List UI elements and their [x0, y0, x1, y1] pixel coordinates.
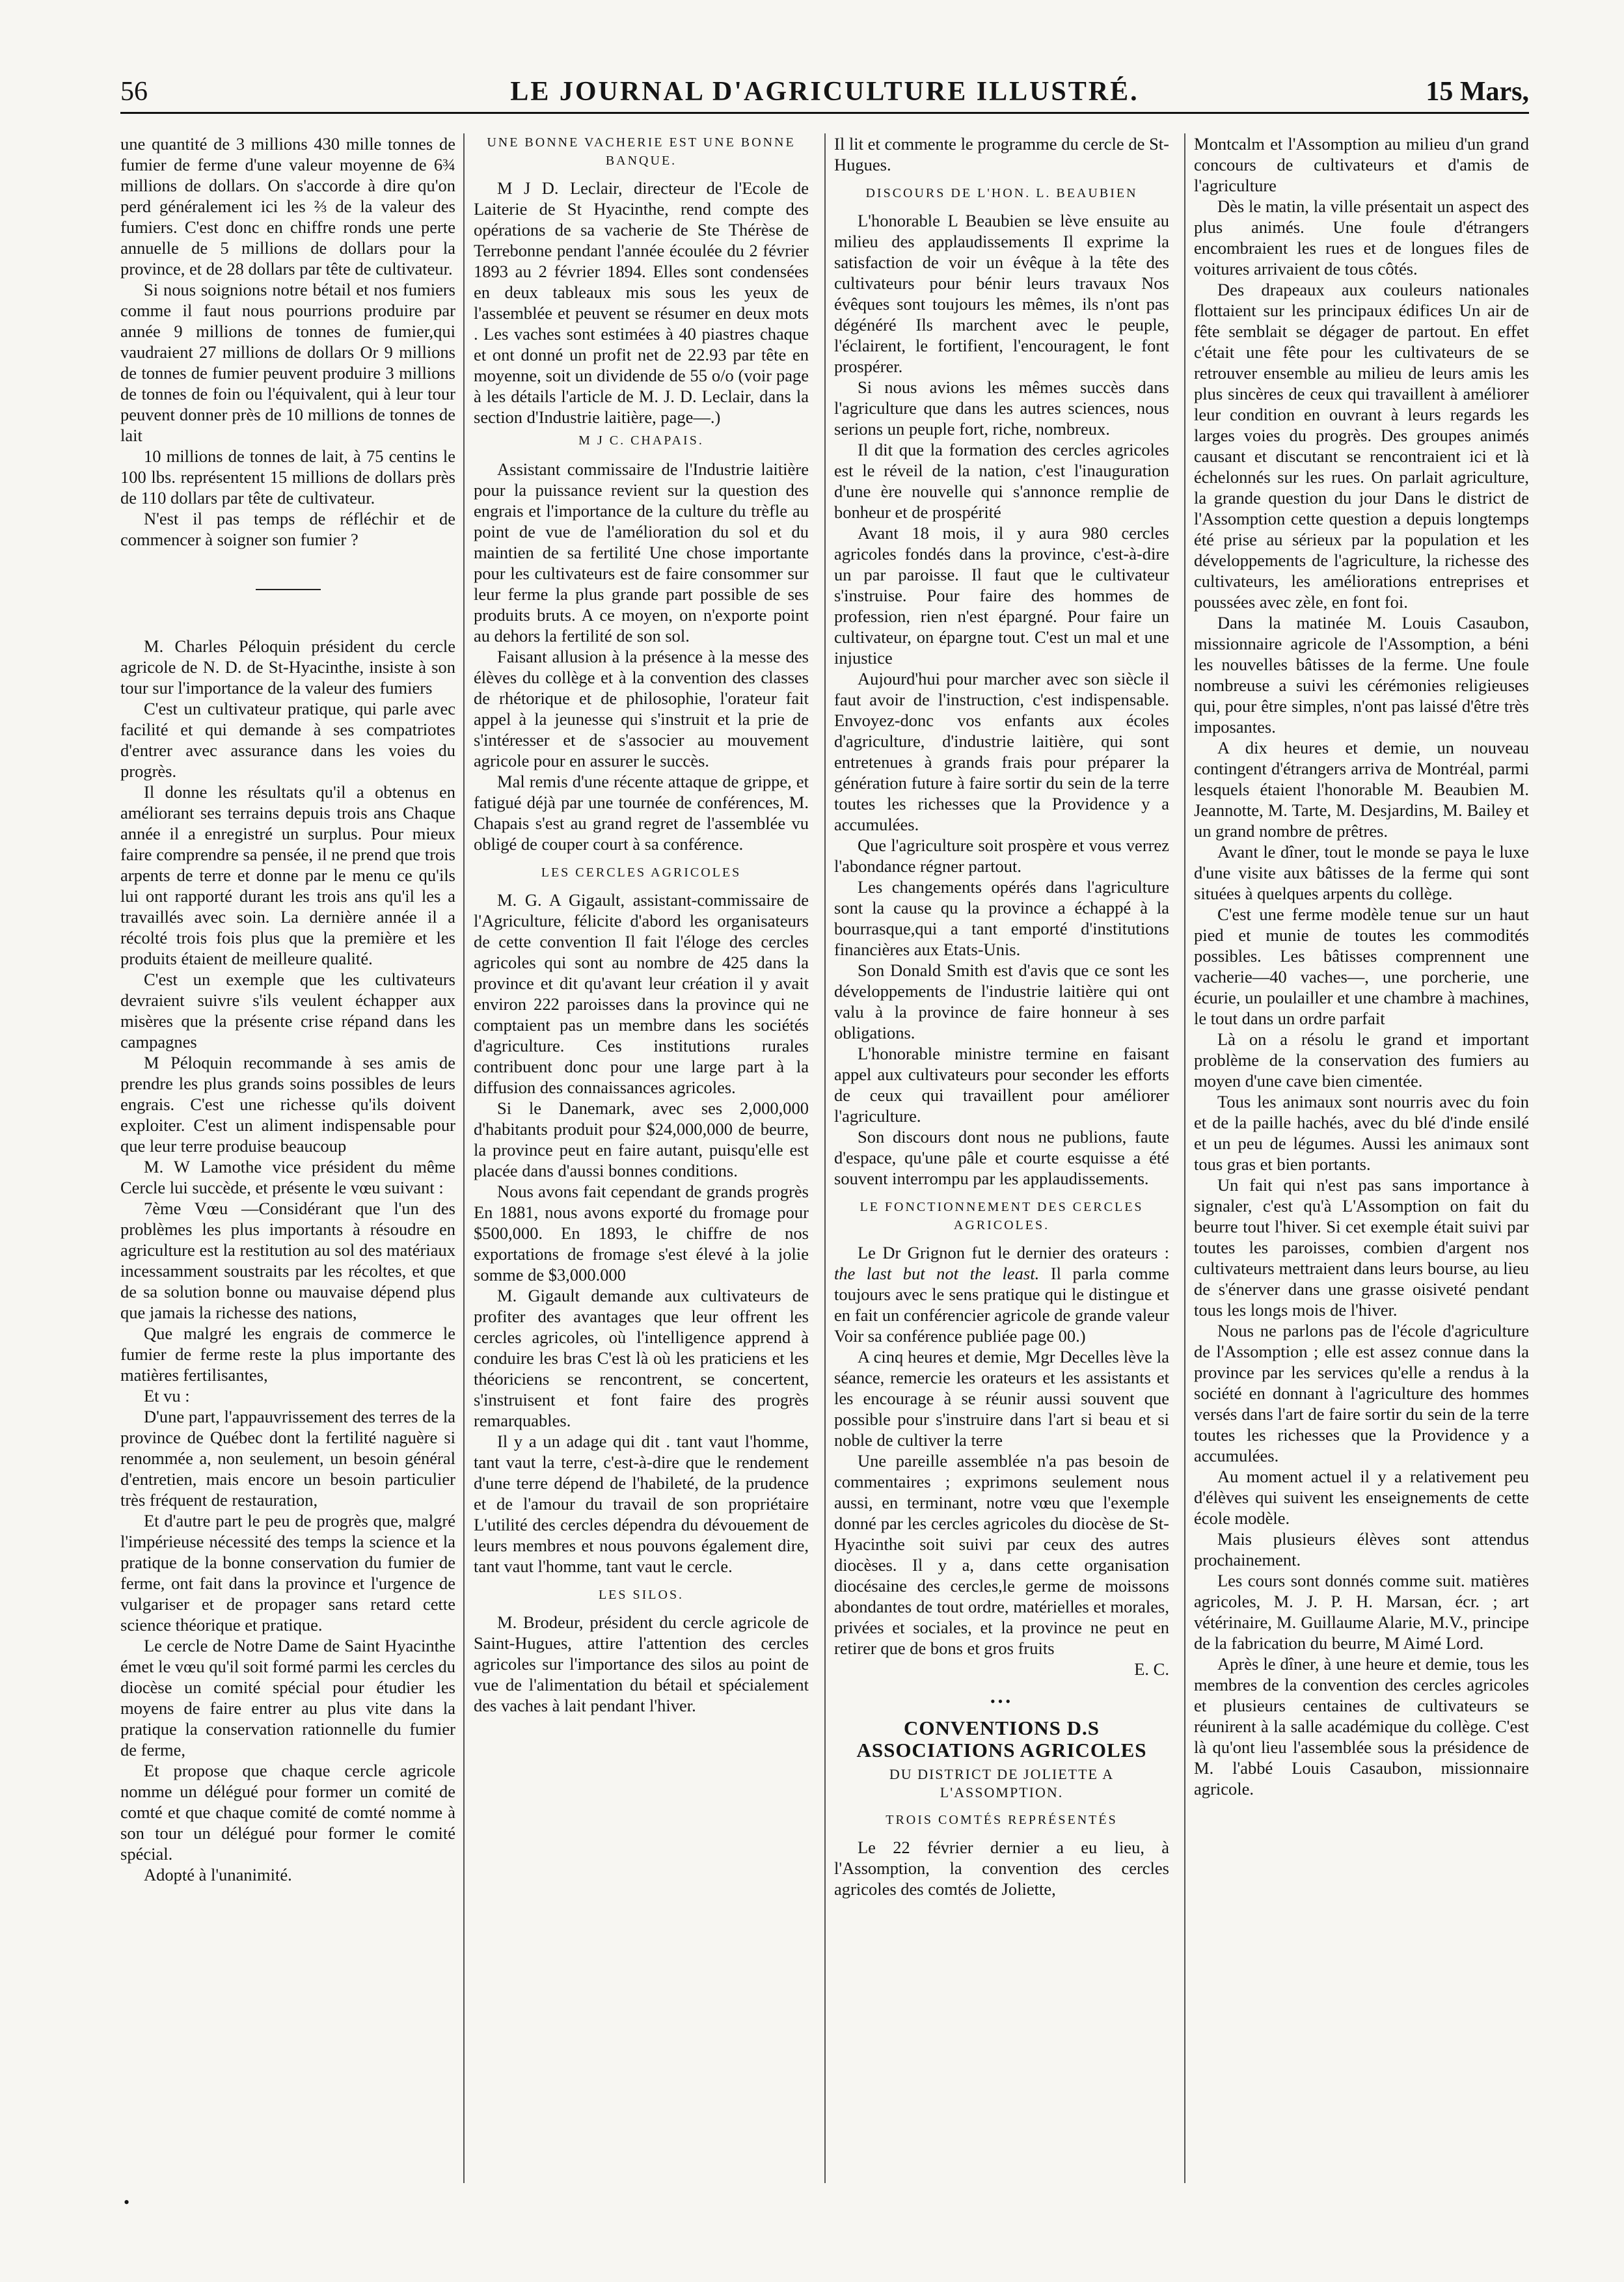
- text-span: Le Dr Grignon fut le dernier des orateurs :: [858, 1243, 1169, 1262]
- masthead: [120, 73, 1529, 114]
- paragraph: Une pareille assemblée n'a pas besoin de commentaires ; exprimons seulement nous aussi, en terminant, notre vœu que l'exemple donné par les cercles agricoles du diocèse de St-Hyacinthe soit suivi par ceux des autres diocèses. Il y a, dans cette organisation diocésaine des cercles,le germe de moissons abondantes de tout ordre, matérielles et morales, privées et sociales, et la province ne peut en retirer que de bons et gros fruits: [834, 1451, 1169, 1658]
- paragraph: 7ème Vœu —Considérant que l'un des problèmes les plus importants à résoudre en agriculture est la restitution au sol des matériaux incessamment soustraits par les récoltes, et que de sa solution bonne ou mauvaise dépend plus que jamais la richesse des nations,: [120, 1199, 455, 1322]
- paragraph: Des drapeaux aux couleurs nationales flottaient sur les principaux édifices Un air de fête semblait se dégager de partout. En effet c'était une fête pour les cultivateurs de se retrouver ensemble au milieu de leurs amis les plus sincères de ceux qui travaillent à améliorer leur condition en ouvrant à leurs regards les larges voies du progrès. Des groupes animés causant et discutant se rencontraient ici et là échelonnés sur les rues. On parlait agriculture, la grande question du jour Dans le district de l'Assomption cette question a depuis longtemps été prise au sérieux par la population et les développements de l'agriculture, la richesse des cultivateurs, les améliorations entreprises et poussées avec zèle, en font foi.: [1194, 280, 1529, 612]
- paragraph: Il lit et commente le programme du cercle de St-Hugues.: [834, 134, 1169, 174]
- paragraph: M J D. Leclair, directeur de l'Ecole de Laiterie de St Hyacinthe, rend compte des opérations de sa vacherie de Ste Thérèse de Terrebonne pendant l'année écoulée du 2 février 1893 au 2 février 1894. Elles sont condensées en deux tableaux mis sous les yeux de l'assemblée et peuvent se résumer en deux mots . Les vaches sont estimées à 40 piastres chaque et ont donné un profit net de 22.93 par tête en moyenne, soit un dividende de 55 o/o (voir page à les détails l'article de M. J. D. Leclair, dans la section d'Industrie laitière, page—.): [474, 178, 809, 427]
- paragraph: A dix heures et demie, un nouveau contingent d'étrangers arriva de Montréal, parmi lesquels étaient l'honorable M. Beaubien M. Jeannotte, M. Tarte, M. Desjardins, M. Bailey et un grand nombre de prêtres.: [1194, 738, 1529, 841]
- paragraph: Les changements opérés dans l'agriculture sont la cause qu la province a échappé à la bourrasque,qui a tant emporté d'institutions financières aux Etats-Unis.: [834, 877, 1169, 959]
- page-number: 56: [120, 77, 148, 107]
- paragraph: Si nous avions les mêmes succès dans l'agriculture que dans les autres sciences, nous serions un peuple fort, riche, nombreux.: [834, 377, 1169, 439]
- section-heading: UNE BONNE VACHERIE EST UNE BONNE BANQUE.: [487, 135, 796, 168]
- author-initials: E. C.: [1134, 1659, 1169, 1679]
- paragraph: C'est un exemple que les cultivateurs devraient suivre s'ils veulent échapper aux misères que la présente crise répand dans les campagnes: [120, 970, 455, 1052]
- paragraph: Son discours dont nous ne publions, faute d'espace, qu'une pâle et courte esquisse a été souvent interrompu par les applaudissements.: [834, 1127, 1169, 1188]
- paragraph: M. Gigault demande aux cultivateurs de profiter des avantages que leur offrent les cercles agricoles, où l'intelligence apprend à conduire les bras C'est là où les praticiens et les théoriciens se rencontrent, se concertent, s'instruisent et font faire des progrès remarquables.: [474, 1286, 809, 1430]
- paragraph: Et vu :: [144, 1386, 190, 1406]
- paragraph: Que l'agriculture soit prospère et vous verrez l'abondance régner partout.: [834, 835, 1169, 876]
- issue-date: 15 Mars,: [1426, 77, 1529, 107]
- column-rule: [1184, 133, 1185, 2183]
- paragraph: Que malgré les engrais de commerce le fumier de ferme reste la plus importante des matières fertilisantes,: [120, 1324, 455, 1385]
- paragraph: Aujourd'hui pour marcher avec son siècle il faut avoir de l'instruction, c'est indispensable. Envoyez-donc vos enfants aux écoles d'agriculture, d'industrie laitière, qui sont entretenues à grands frais pour préparer la génération future à faire sortir du sein de la terre toutes les richesses que la Providence y a accumulées.: [834, 669, 1169, 834]
- paragraph: Si nous soignions notre bétail et nos fumiers comme il faut nous pourrions produire par année 9 millions de tonnes de fumier,qui vaudraient 27 millions de dollars Or 9 millions de tonnes de fumier peuvent produire 3 millions de tonnes de foin ou l'équivalent, qui à leur tour peuvent donner près de 10 millions de tonnes de lait: [120, 280, 455, 445]
- paragraph: Là on a résolu le grand et important problème de la conservation des fumiers au moyen d'une cave bien cimentée.: [1194, 1029, 1529, 1091]
- column-2: [474, 133, 809, 2190]
- paragraph: Le 22 février dernier a eu lieu, à l'Assomption, la convention des cercles agricoles des comtés de Joliette,: [834, 1838, 1169, 1899]
- ornament: •••: [990, 1693, 1014, 1709]
- text-span: Il parla comme toujours avec le sens pratique qui le distingue et en fait un conférencier agricole de grande valeur Voir sa conférence publiée page 00.): [834, 1264, 1169, 1346]
- paragraph: C'est un cultivateur pratique, qui parle avec facilité et qui demande à ses compatriotes d'entrer avec assurance dans les voies du progrès.: [120, 699, 455, 781]
- article-subtitle: DU DISTRICT DE JOLIETTE A L'ASSOMPTION.: [889, 1766, 1115, 1800]
- paragraph: Assistant commissaire de l'Industrie laitière pour la puissance revient sur la question des engrais et l'importance de la culture du trèfle au point de vue de l'amélioration du sol et du maintien de sa fertilité Une chose importante pour les cultivateurs est de faire consommer sur leur ferme la plus grande part possible de ses produits bruts. A ce moyen, on n'exporte point au dehors la fertilité de son sol.: [474, 459, 809, 645]
- paragraph: Avant 18 mois, il y aura 980 cercles agricoles fondés dans la province, c'est-à-dire un par paroisse. Il faut que le cultivateur s'instruise. Pour faire des hommes de profession, rien n'est épargné. Pour faire un cultivateur, on épargne tout. C'est un mal et une injustice: [834, 523, 1169, 668]
- section-heading: DISCOURS DE L'HON. L. BEAUBIEN: [865, 186, 1138, 200]
- paragraph: Avant le dîner, tout le monde se paya le luxe d'une visite aux bâtisses de la ferme qui sont situées à quelques arpents du collège.: [1194, 842, 1529, 903]
- section-heading: LES SILOS.: [598, 1588, 684, 1602]
- article-title: CONVENTIONS D.S ASSOCIATIONS AGRICOLES: [856, 1717, 1147, 1761]
- paragraph: Et d'autre part le peu de progrès que, malgré l'impérieuse nécessité des temps la science et la pratique de la bonne conservation du fumier de ferme, ont fait dans la province et l'urgence de vulgariser et de propager sans retard cette science théorique et pratique.: [120, 1511, 455, 1635]
- paragraph: Au moment actuel il y a relativement peu d'élèves qui suivent les enseignements de cette école modèle.: [1194, 1467, 1529, 1528]
- paragraph: D'une part, l'appauvrissement des terres de la province de Québec dont la fertilité naguère si renommée a, non seulement, un besoin général d'entretien, mais encore un besoin particulier très fréquent de restauration,: [120, 1407, 455, 1510]
- paragraph: Nous avons fait cependant de grands progrès En 1881, nous avons exporté du fromage pour $500,000. En 1893, le chiffre de nos exportations de fromage s'est élevé à la jolie somme de $3,000.000: [474, 1182, 809, 1284]
- paragraph: Dès le matin, la ville présentait un aspect des plus animés. Une foule d'étrangers encombraient les rues et de longues files de voitures arrivaient de tous côtés.: [1194, 197, 1529, 278]
- paragraph: M Péloquin recommande à ses amis de prendre les plus grands soins possibles de leurs engrais. C'est une richesse qu'ils doivent exploiter. C'est un aliment indispensable pour que leur terre produise beaucoup: [120, 1053, 455, 1156]
- column-rule: [824, 133, 826, 2183]
- paragraph: C'est une ferme modèle tenue sur un haut pied et munie de toutes les commodités possibles. Les bâtisses comprennent une vacherie—40 vaches—, une porcherie, une écurie, un poulailler et une chambre à machines, le tout dans un ordre parfait: [1194, 904, 1529, 1028]
- page-mark: •: [124, 2193, 130, 2212]
- journal-title: LE JOURNAL D'AGRICULTURE ILLUSTRÉ.: [510, 77, 1139, 107]
- paragraph: Son Donald Smith est d'avis que ce sont les développements de l'industrie laitière qui ont valu à la province de faire honneur à ses obligations.: [834, 960, 1169, 1042]
- column-1: [120, 133, 455, 2190]
- column-rule: [463, 133, 465, 2183]
- paragraph: Dans la matinée M. Louis Casaubon, missionnaire agricole de l'Assomption, a béni les nouvelles bâtisses de la ferme. Une foule nombreuse a suivi les cérémonies religieuses qui, pour être simples, n'ont pas laissé d'être très imposantes.: [1194, 613, 1529, 737]
- paragraph: Après le dîner, à une heure et demie, tous les membres de la convention des cercles agricoles et plusieurs centaines de cultivateurs se réunirent à la salle académique du collège. C'est là qu'ont lieu l'assemblée sous la présidence de M. l'abbé Louis Casaubon, missionnaire agricole.: [1194, 1654, 1529, 1799]
- paragraph: M. Charles Péloquin président du cercle agricole de N. D. de St-Hyacinthe, insiste à son tour sur l'importance de la valeur des fumiers: [120, 636, 455, 698]
- paragraph: Nous ne parlons pas de l'école d'agriculture de l'Assomption ; elle est assez connue dans la province par les services qu'elle a rendus à la société en donnant à l'agriculture des hommes versés dans l'art de faire sortir du sein de la terre toutes les richesses que la Providence y a accumulées.: [1194, 1321, 1529, 1465]
- speaker-name: M J C. CHAPAIS.: [578, 433, 704, 448]
- section-divider: [256, 589, 321, 590]
- section-heading: TROIS COMTÉS REPRÉSENTÉS: [886, 1813, 1118, 1827]
- paragraph: M. G. A Gigault, assistant-commissaire de l'Agriculture, félicite d'abord les organisateurs de cette convention Il fait l'éloge des cercles agricoles qui sont au nombre de 425 dans la province et dit qu'avant leur création il y avait environ 222 paroisses dans la province qui ne comptaient pas un membre dans les sociétés d'agriculture. Ces institutions rurales contribuent donc pour une large part à la diffusion des connaissances agricoles.: [474, 890, 809, 1097]
- paragraph: M. W Lamothe vice président du même Cercle lui succède, et présente le vœu suivant :: [120, 1157, 455, 1197]
- paragraph: 10 millions de tonnes de lait, à 75 centins le 100 lbs. représentent 15 millions de dollars près de 110 dollars par tête de cultivateur.: [120, 446, 455, 508]
- paragraph: A cinq heures et demie, Mgr Decelles lève la séance, remercie les orateurs et les assistants et les encourage à se réunir aussi souvent que possible pour s'instruire dans l'art si beau et si noble de cultiver la terre: [834, 1347, 1169, 1450]
- section-heading: LES CERCLES AGRICOLES: [541, 865, 742, 880]
- section-heading: LE FONCTIONNEMENT DES CERCLES AGRICOLES.: [859, 1200, 1144, 1232]
- paragraph: une quantité de 3 millions 430 mille tonnes de fumier de ferme d'une valeur moyenne de 6¾ millions de dollars. On s'accorde à dire qu'on perd généralement ici les ⅔ de la valeur des fumiers. C'est donc en chiffre ronds une perte annuelle de 5 millions de dollars pour la province, et de 28 dollars par tête de cultivateur.: [120, 134, 455, 278]
- paragraph: Il dit que la formation des cercles agricoles est le réveil de la nation, c'est l'inauguration d'une ère nouvelle qui s'annonce remplie de bonheur et de prospérité: [834, 440, 1169, 522]
- paragraph: N'est il pas temps de réfléchir et de commencer à soigner son fumier ?: [120, 509, 455, 549]
- paragraph: Montcalm et l'Assomption au milieu d'un grand concours de cultivateurs et d'amis de l'agriculture: [1194, 134, 1529, 195]
- paragraph: Il y a un adage qui dit . tant vaut l'homme, tant vaut la terre, c'est-à-dire que le rendement d'une terre dépend de l'habileté, de la prudence et de l'amour du travail de son propriétaire L'utilité des cercles dépendra du dévouement de leurs membres et nous pouvons également dire, tant vaut l'homme, tant vaut le cercle.: [474, 1432, 809, 1576]
- paragraph: Adopté à l'unanimité.: [144, 1865, 292, 1884]
- paragraph: Tous les animaux sont nourris avec du foin et de la paille hachés, avec du blé d'inde ensilé et un peu de légumes. Aussi les animaux sont tous gras et bien portants.: [1194, 1092, 1529, 1174]
- paragraph: Et propose que chaque cercle agricole nomme un délégué pour former un comité de comté et que chaque comité de comté nomme à son tour un délégué pour former le comité spécial.: [120, 1761, 455, 1864]
- paragraph: M. Brodeur, président du cercle agricole de Saint-Hugues, attire l'attention des cercles agricoles sur l'importance des silos au point de vue de l'alimentation du bétail et spécialement des vaches à lait pendant l'hiver.: [474, 1612, 809, 1715]
- column-4: [1194, 133, 1529, 2190]
- paragraph: Le cercle de Notre Dame de Saint Hyacinthe émet le vœu qu'il soit formé parmi les cercles du diocèse un comité spécial pour étudier les moyens de faire entrer au plus vite dans la pratique la conservation rationnelle du fumier de ferme,: [120, 1636, 455, 1759]
- paragraph: Les cours sont donnés comme suit. matières agricoles, M. J. P. H. Marsan, écr. ; art vétérinaire, M. Guillaume Alarie, M.V., principe de la fabrication du beurre, M Aimé Lord.: [1194, 1571, 1529, 1653]
- paragraph: [834, 1242, 1169, 1346]
- paragraph: L'honorable ministre termine en faisant appel aux cultivateurs pour seconder les efforts de ceux qui travaillent pour améliorer l'agriculture.: [834, 1044, 1169, 1126]
- paragraph: Il donne les résultats qu'il a obtenus en améliorant ses terrains depuis trois ans Chaque année il a enregistré un surplus. Pour mieux faire comprendre sa pensée, il ne prend que trois arpents de terre et donne par le menu ce qu'ils lui ont rapporté durant les trois ans qu'il les a travaillés avec soin. La dernière année il a récolté trois fois plus que la première et les produits étaient de meilleure qualité.: [120, 782, 455, 968]
- paragraph: Mal remis d'une récente attaque de grippe, et fatigué déjà par une tournée de conférences, M. Chapais s'est au grand regret de l'assemblée vu obligé de couper court à sa conférence.: [474, 772, 809, 854]
- paragraph: L'honorable L Beaubien se lève ensuite au milieu des applaudissements Il exprime la satisfaction de voir un évêque à la tête des cultivateurs pour bénir leurs travaux Nos évêques sont toujours les mêmes, ils n'ont pas dégénéré Ils marchent avec le peuple, l'éclairent, le fortifient, l'encouragent, le font prospérer.: [834, 211, 1169, 376]
- paragraph: Un fait qui n'est pas sans importance à signaler, c'est qu'à L'Assomption on fait du beurre tout l'hiver. Si cet exemple était suivi par toutes les paroisses, combien d'argent nos cultivateurs mettraient dans leurs bourse, au lieu de s'énerver dans une grasse oisiveté pendant tous les longs mois de l'hiver.: [1194, 1175, 1529, 1320]
- paragraph: Faisant allusion à la présence à la messe des élèves du collège et à la convention des classes de rhétorique et de philosophie, l'orateur fait appel à la jeunesse qui s'instruit et la prie de s'intéresser et de s'associer au mouvement agricole pour en assurer le succès.: [474, 647, 809, 770]
- italic-quote: the last but not the least.: [834, 1264, 1040, 1283]
- paragraph: Mais plusieurs élèves sont attendus prochainement.: [1194, 1529, 1529, 1569]
- column-3: [834, 133, 1169, 2190]
- paragraph: Si le Danemark, avec ses 2,000,000 d'habitants produit pour $24,000,000 de beurre, la province peut en faire autant, puisqu'elle est placée dans d'aussi bonnes conditions.: [474, 1098, 809, 1180]
